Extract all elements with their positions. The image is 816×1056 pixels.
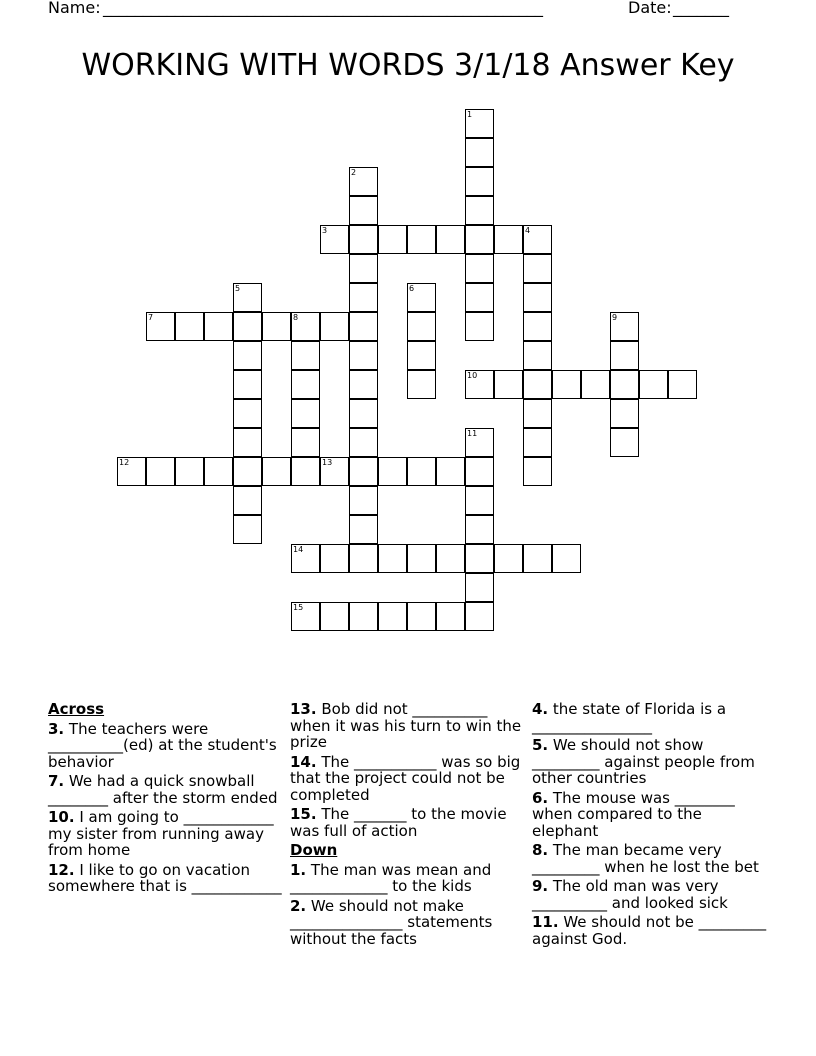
- cell-number: 6: [409, 284, 415, 293]
- grid-cell[interactable]: [349, 457, 378, 486]
- grid-cell[interactable]: [349, 399, 378, 428]
- cell-number: 13: [322, 458, 333, 467]
- grid-cell[interactable]: [349, 602, 378, 631]
- grid-cell[interactable]: [523, 544, 552, 573]
- grid-cell[interactable]: [465, 573, 494, 602]
- grid-cell[interactable]: [146, 457, 175, 486]
- grid-cell[interactable]: [407, 370, 436, 399]
- across-heading: Across: [48, 700, 105, 718]
- grid-cell[interactable]: [523, 225, 552, 254]
- name-line: _______________________________________________________: [103, 0, 543, 17]
- grid-cell[interactable]: [349, 225, 378, 254]
- grid-cell[interactable]: [349, 544, 378, 573]
- grid-cell[interactable]: [349, 341, 378, 370]
- grid-cell[interactable]: [610, 370, 639, 399]
- page-title: WORKING WITH WORDS 3/1/18 Answer Key: [81, 48, 735, 83]
- grid-cell[interactable]: [291, 428, 320, 457]
- grid-cell[interactable]: [494, 370, 523, 399]
- clue-down-1: 1. The man was mean and _____________ to the kids: [290, 860, 492, 895]
- grid-cell[interactable]: [349, 515, 378, 544]
- clues-column-2: [290, 701, 526, 950]
- grid-cell[interactable]: [610, 428, 639, 457]
- grid-cell[interactable]: [465, 602, 494, 631]
- grid-cell[interactable]: [465, 428, 494, 457]
- clue-down-4: 4. the state of Florida is a ________________: [532, 700, 727, 735]
- grid-cell[interactable]: [436, 602, 465, 631]
- grid-cell[interactable]: [262, 457, 291, 486]
- grid-cell[interactable]: [349, 196, 378, 225]
- grid-cell[interactable]: [465, 312, 494, 341]
- grid-cell[interactable]: [320, 544, 349, 573]
- grid-cell[interactable]: [291, 370, 320, 399]
- clue-across-7: 7. We had a quick snowball ________ after the storm ended: [48, 772, 278, 807]
- clue-across-15: 15. The _______ to the movie was full of action: [290, 805, 507, 840]
- down-heading: Down: [290, 841, 338, 859]
- grid-cell[interactable]: [407, 225, 436, 254]
- grid-cell[interactable]: [146, 312, 175, 341]
- grid-cell[interactable]: [523, 370, 552, 399]
- grid-cell[interactable]: [523, 312, 552, 341]
- grid-cell[interactable]: [465, 544, 494, 573]
- grid-cell[interactable]: [465, 486, 494, 515]
- grid-cell[interactable]: [291, 312, 320, 341]
- grid-cell[interactable]: [291, 457, 320, 486]
- grid-cell[interactable]: [523, 428, 552, 457]
- grid-cell[interactable]: [117, 457, 146, 486]
- grid-cell[interactable]: [407, 457, 436, 486]
- grid-cell[interactable]: [610, 341, 639, 370]
- date-label: Date:: [628, 0, 672, 17]
- grid-cell[interactable]: [465, 457, 494, 486]
- grid-cell[interactable]: [436, 544, 465, 573]
- grid-cell[interactable]: [639, 370, 668, 399]
- clue-across-14: 14. The ___________ was so big that the project could not be completed: [290, 752, 521, 804]
- grid-cell[interactable]: [378, 457, 407, 486]
- grid-cell[interactable]: [349, 254, 378, 283]
- clue-down-8: 8. The man became very _________ when he lost the bet: [532, 841, 759, 876]
- clue-down-6: 6. The mouse was ________ when compared to the elephant: [532, 788, 735, 840]
- clue-across-13: 13. Bob did not __________ when it was his turn to win the prize: [290, 700, 522, 751]
- clue-down-11: 11. We should not be _________ against God.: [532, 913, 767, 948]
- grid-cell[interactable]: [552, 370, 581, 399]
- grid-cell[interactable]: [465, 138, 494, 167]
- grid-cell[interactable]: [349, 312, 378, 341]
- grid-cell[interactable]: [349, 167, 378, 196]
- clue-across-10: 10. I am going to ____________ my sister from running away from home: [48, 808, 274, 859]
- grid-cell[interactable]: [465, 109, 494, 138]
- grid-cell[interactable]: [233, 370, 262, 399]
- grid-cell[interactable]: [465, 515, 494, 544]
- grid-cell[interactable]: [175, 312, 204, 341]
- grid-cell[interactable]: [610, 312, 639, 341]
- grid-cell[interactable]: [233, 283, 262, 312]
- grid-cell[interactable]: [291, 399, 320, 428]
- grid-cell[interactable]: [436, 225, 465, 254]
- grid-cell[interactable]: [465, 370, 494, 399]
- grid-cell[interactable]: [378, 602, 407, 631]
- grid-cell[interactable]: [320, 312, 349, 341]
- grid-cell[interactable]: [465, 254, 494, 283]
- grid-cell[interactable]: [407, 602, 436, 631]
- clue-down-5: 5. We should not show _________ against people from other countries: [532, 736, 755, 787]
- grid-cell[interactable]: [233, 312, 262, 341]
- clues-column-1: [48, 701, 284, 898]
- cell-number: 11: [467, 429, 478, 438]
- cell-number: 7: [148, 313, 154, 322]
- clues-column-3: [532, 701, 768, 950]
- grid-cell[interactable]: [378, 225, 407, 254]
- grid-cell[interactable]: [291, 341, 320, 370]
- grid-cell[interactable]: [436, 457, 465, 486]
- name-label: Name:: [48, 0, 101, 17]
- clue-down-2: 2. We should not make _______________ statements without the facts: [290, 896, 493, 948]
- grid-cell[interactable]: [320, 225, 349, 254]
- grid-cell[interactable]: [523, 283, 552, 312]
- clue-across-12: 12. I like to go on vacation somewhere that is ____________: [48, 860, 282, 895]
- grid-cell[interactable]: [233, 515, 262, 544]
- grid-cell[interactable]: [175, 457, 204, 486]
- grid-cell[interactable]: [407, 312, 436, 341]
- grid-cell[interactable]: [494, 225, 523, 254]
- grid-cell[interactable]: [668, 370, 697, 399]
- grid-cell[interactable]: [523, 399, 552, 428]
- grid-cell[interactable]: [233, 341, 262, 370]
- grid-cell[interactable]: [407, 544, 436, 573]
- cell-number: 1: [467, 110, 473, 119]
- clue-across-3: 3. The teachers were __________(ed) at the student's behavior: [48, 719, 277, 771]
- grid-cell[interactable]: [349, 486, 378, 515]
- grid-cell[interactable]: [407, 283, 436, 312]
- grid-cell[interactable]: [407, 341, 436, 370]
- grid-cell[interactable]: [349, 428, 378, 457]
- date-line: _______: [673, 0, 729, 17]
- clue-down-9: 9. The old man was very __________ and looked sick: [532, 877, 728, 912]
- grid-cell[interactable]: [581, 370, 610, 399]
- cell-number: 14: [293, 545, 304, 554]
- cell-number: 3: [322, 226, 328, 235]
- grid-cell[interactable]: [552, 544, 581, 573]
- grid-cell[interactable]: [204, 457, 233, 486]
- cell-number: 2: [351, 168, 357, 177]
- cell-number: 8: [293, 313, 299, 322]
- cell-number: 9: [612, 313, 618, 322]
- grid-cell[interactable]: [291, 544, 320, 573]
- grid-cell[interactable]: [523, 457, 552, 486]
- grid-cell[interactable]: [494, 544, 523, 573]
- grid-cell[interactable]: [349, 370, 378, 399]
- grid-cell[interactable]: [378, 544, 407, 573]
- cell-number: 4: [525, 226, 531, 235]
- grid-cell[interactable]: [465, 196, 494, 225]
- grid-cell[interactable]: [523, 254, 552, 283]
- grid-cell[interactable]: [204, 312, 233, 341]
- grid-cell[interactable]: [233, 486, 262, 515]
- grid-cell[interactable]: [320, 457, 349, 486]
- grid-cell[interactable]: [465, 225, 494, 254]
- cell-number: 10: [467, 371, 478, 380]
- grid-cell[interactable]: [291, 602, 320, 631]
- grid-cell[interactable]: [233, 399, 262, 428]
- grid-cell[interactable]: [233, 457, 262, 486]
- cell-number: 5: [235, 284, 241, 293]
- grid-cell[interactable]: [233, 428, 262, 457]
- cell-number: 12: [119, 458, 130, 467]
- grid-cell[interactable]: [523, 341, 552, 370]
- grid-cell[interactable]: [262, 312, 291, 341]
- grid-cell[interactable]: [349, 283, 378, 312]
- cell-number: 15: [293, 603, 304, 612]
- grid-cell[interactable]: [465, 167, 494, 196]
- grid-cell[interactable]: [320, 602, 349, 631]
- grid-cell[interactable]: [465, 283, 494, 312]
- grid-cell[interactable]: [610, 399, 639, 428]
